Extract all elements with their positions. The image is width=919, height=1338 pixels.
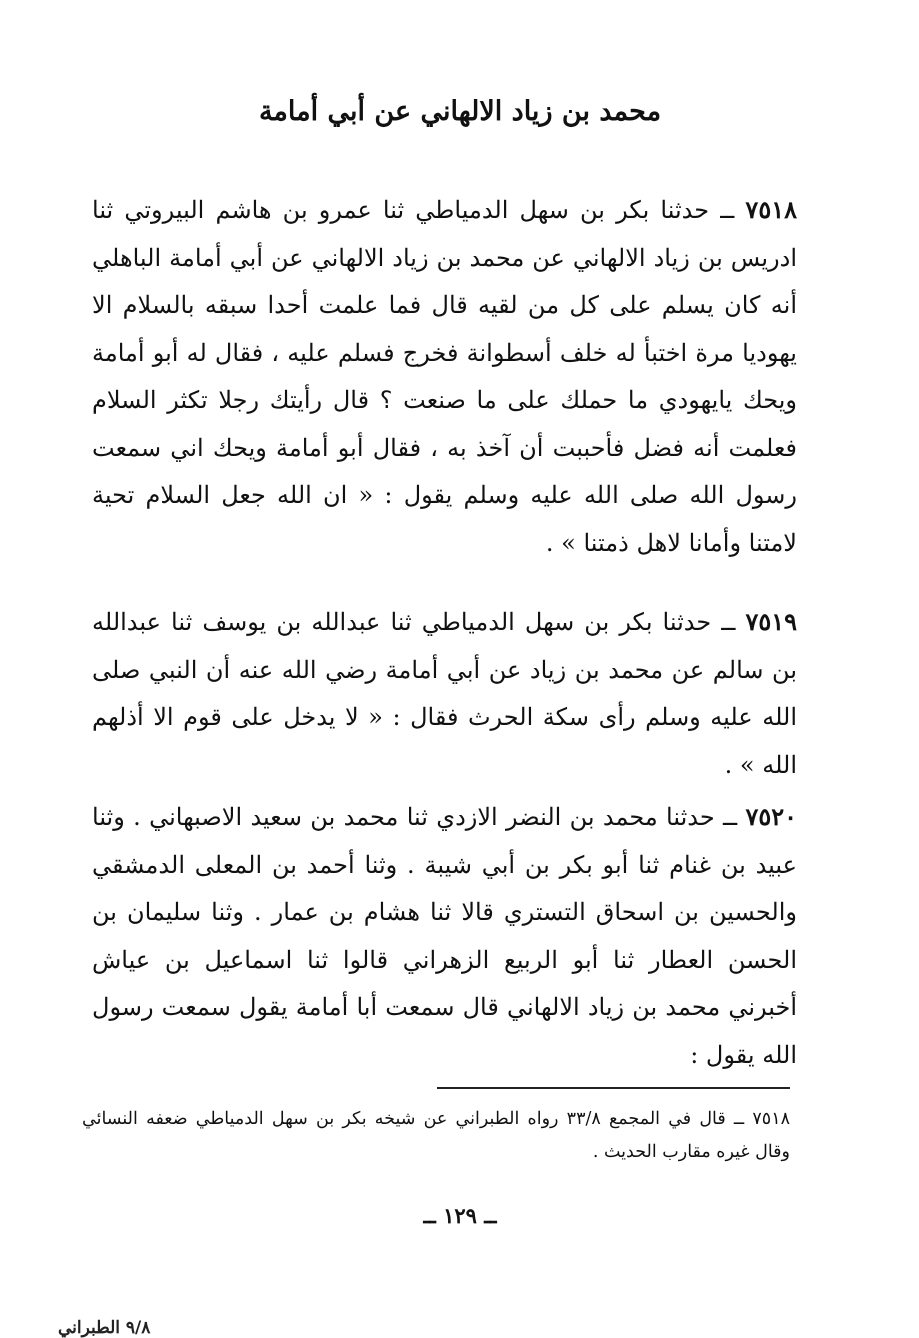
page-number: ــ ١٢٩ ــ bbox=[423, 1203, 497, 1228]
page-title: محمد بن زياد الالهاني عن أبي أمامة bbox=[258, 96, 662, 127]
hadith-7518 bbox=[92, 186, 797, 567]
hadith-text: ــ حدثنا بكر بن سهل الدمياطي ثنا عبدالله بن يوسف ثنا عبدالله بن سالم عن محمد بن زياد عن أبي أمامة رضي الله عنه أن النبي صلى الله عليه وسلم رأى سكة الحرث فقال : « لا يدخل على قوم الا أذلهم الله » . bbox=[92, 608, 797, 779]
hadith-7520 bbox=[92, 793, 797, 1079]
hadith-text: ــ حدثنا بكر بن سهل الدمياطي ثنا عمرو بن هاشم البيروتي ثنا ادريس بن زياد الالهاني عن محمد بن زياد الالهاني عن أبي أمامة الباهلي أنه كان يسلم على كل من لقيه قال فما علمت أحدا سبقه بالسلام الا يهوديا مرة اختبأ له خلف أسطوانة فخرج فسلم عليه ، فقال له أبو أمامة ويحك يايهودي ما حملك على ما صنعت ؟ قال رأيتك رجلا تكثر السلام فعلمت أنه فضل فأحببت أن آخذ به ، فقال أبو أمامة ويحك اني سمعت رسول الله صلى الله عليه وسلم يقول : « ان الله جعل السلام تحية لامتنا وأمانا لاهل ذمتنا » . bbox=[92, 196, 797, 557]
footnote: ٧٥١٨ ــ قال في المجمع ٣٣/٨ رواه الطبراني عن شيخه بكر بن سهل الدمياطي ضعفه النسائي وقال غيره مقارب الحديث . bbox=[82, 1109, 790, 1162]
hadith-number: ٧٥١٩ bbox=[745, 607, 797, 636]
hadith-7519 bbox=[92, 598, 797, 789]
hadith-number: ٧٥١٨ bbox=[745, 195, 797, 224]
volume-mark: ٩/٨ الطبراني bbox=[58, 1318, 151, 1338]
hadith-number: ٧٥٢٠ bbox=[745, 802, 797, 831]
footnote-divider bbox=[437, 1087, 790, 1089]
hadith-text: ــ حدثنا محمد بن النضر الازدي ثنا محمد بن سعيد الاصبهاني . وثنا عبيد بن غنام ثنا أبو بكر بن أبي شيبة . وثنا أحمد بن المعلى الدمشقي والحسين بن اسحاق التستري قالا ثنا هشام بن عمار . وثنا سليمان بن الحسن العطار ثنا أبو الربيع الزهراني قالوا ثنا اسماعيل بن عياش أخبرني محمد بن زياد الالهاني قال سمعت أبا أمامة يقول سمعت رسول الله يقول : bbox=[92, 803, 797, 1069]
